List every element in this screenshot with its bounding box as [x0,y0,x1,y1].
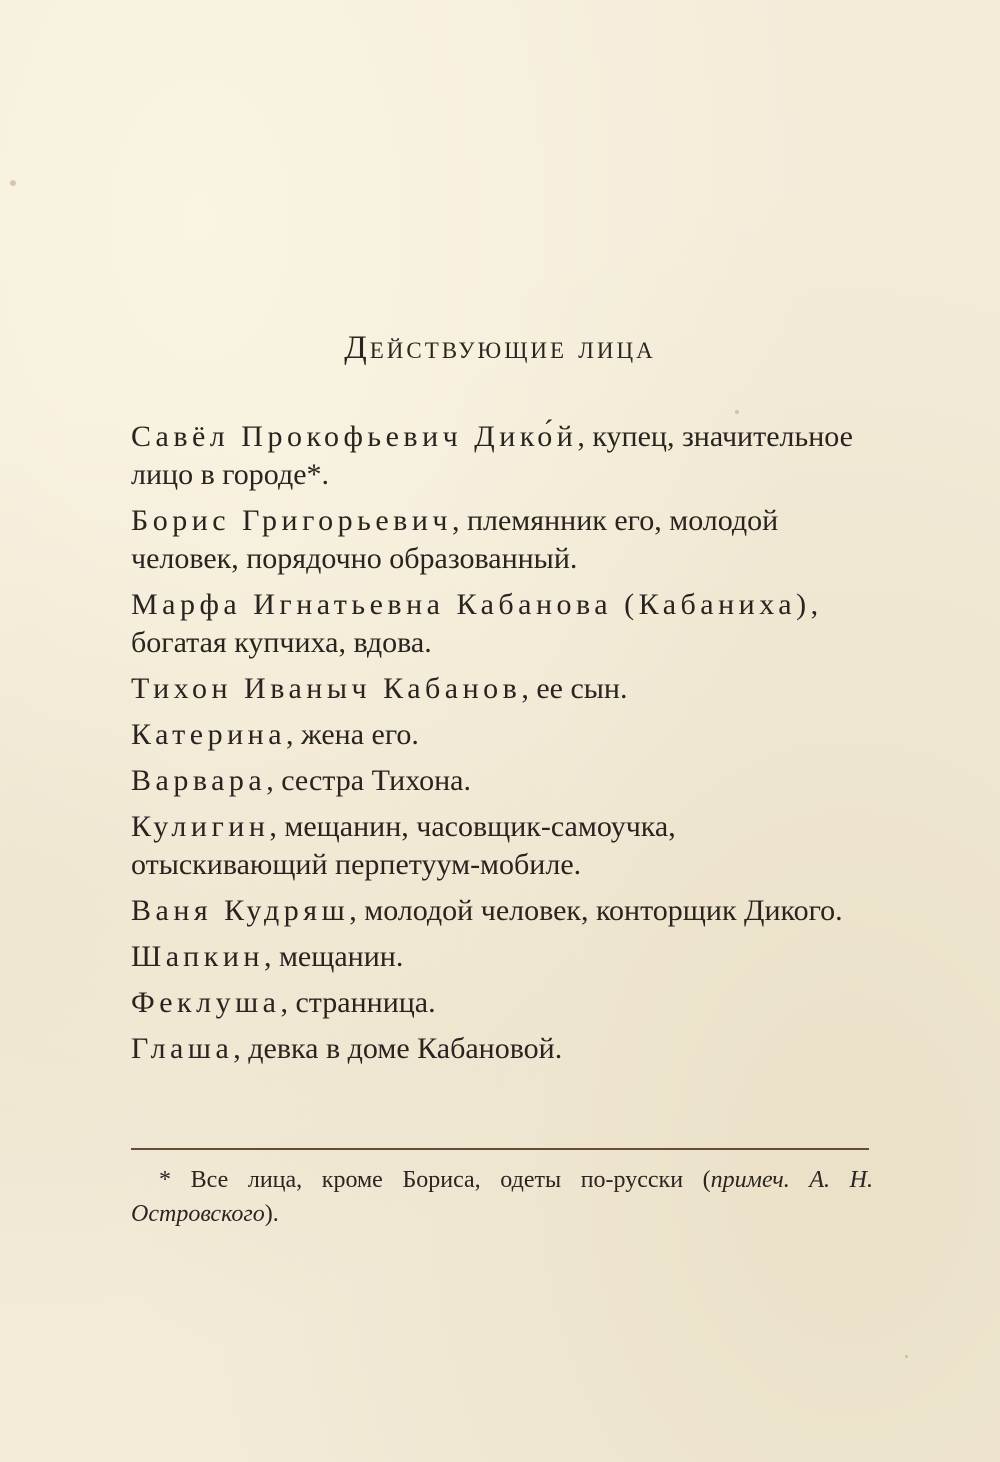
paper-speck [735,410,739,414]
character-name: Катерина [131,718,287,751]
character-description: , ее сын. [521,672,628,705]
cast-item [131,716,871,754]
character-description: , мещанин, часовщик-самоучка, отыскивающий перпетуум-мобиле. [131,810,676,881]
footnote-text: * Все лица, кроме Бориса, одеты по-русски ( [159,1167,711,1193]
character-name: Марфа Игнатьевна Кабанова (Кабаниха) [131,588,811,621]
character-name: Глаша [131,1032,234,1065]
footnote [131,1163,873,1231]
cast-item [131,762,871,800]
cast-list [131,418,871,1076]
cast-item [131,938,871,976]
page-title: Действующие лица [344,330,656,366]
character-description: , сестра Тихона. [266,764,471,797]
character-description: , девка в доме Кабановой. [233,1032,563,1065]
character-name: Феклуша [131,986,281,1019]
cast-item [131,984,871,1022]
character-description: , купец, значительное лицо в городе*. [131,420,853,491]
character-name: Ваня Кудряш [131,894,350,927]
footnote-end: ). [264,1201,279,1227]
cast-item [131,418,871,494]
character-name: Борис Григорьевич [131,504,452,537]
character-description: , странница. [280,986,436,1019]
footnote-divider [131,1148,869,1150]
character-description: , богатая купчиха, вдова. [131,588,819,659]
cast-item [131,1030,871,1068]
character-name: Варвара [131,764,267,797]
cast-item [131,502,871,578]
cast-item [131,892,871,930]
footnote-note: примеч. А. Н. Островского [131,1167,873,1227]
character-name: Савёл Прокофьевич Дико́й [131,420,578,453]
character-name: Кулигин [131,810,270,843]
cast-item [131,808,871,884]
character-description: , жена его. [286,718,419,751]
character-description: , племянник его, молодой человек, порядочно образованный. [131,504,779,575]
character-description: , молодой человек, конторщик Дикого. [349,894,843,927]
cast-item [131,586,871,662]
character-name: Тихон Иваныч Кабанов [131,672,522,705]
paper-speck [905,1355,908,1358]
character-description: , мещанин. [263,940,404,973]
character-name: Шапкин [131,940,264,973]
cast-item [131,670,871,708]
paper-speck [10,180,16,186]
